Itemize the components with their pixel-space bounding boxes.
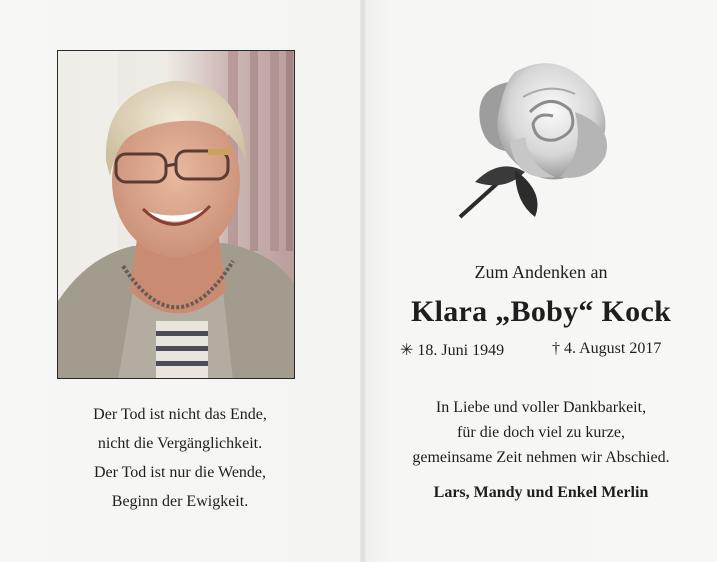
poem-line: nicht die Vergänglichkeit. xyxy=(97,435,263,452)
death-date xyxy=(552,340,661,358)
birth-star-icon: ✳ xyxy=(400,342,414,359)
thanks-line: In Liebe und voller Dankbarkeit, xyxy=(435,399,647,416)
poem-line: Der Tod ist nicht das Ende, xyxy=(93,406,267,423)
birth-date xyxy=(400,340,504,360)
death-cross-icon: † xyxy=(552,340,560,357)
thanks-line: für die doch viel zu kurze, xyxy=(457,424,625,441)
poem-line: Beginn der Ewigkeit. xyxy=(111,493,249,510)
card-fold xyxy=(360,0,366,562)
deceased-name: Klara „Boby“ Kock xyxy=(410,295,672,328)
rose-icon xyxy=(455,52,625,222)
poem-line: Der Tod ist nur die Wende, xyxy=(93,464,267,481)
signers: Lars, Mandy und Enkel Merlin xyxy=(433,484,649,501)
death-date-text: 4. August 2017 xyxy=(564,340,662,357)
thanks-text xyxy=(372,395,710,470)
poem xyxy=(20,400,340,516)
intro-text: Zum Andenken an xyxy=(474,262,608,282)
thanks-line: gemeinsame Zeit nehmen wir Abschied. xyxy=(412,449,670,466)
portrait-photo xyxy=(57,50,295,379)
birth-date-text: 18. Juni 1949 xyxy=(417,342,505,359)
